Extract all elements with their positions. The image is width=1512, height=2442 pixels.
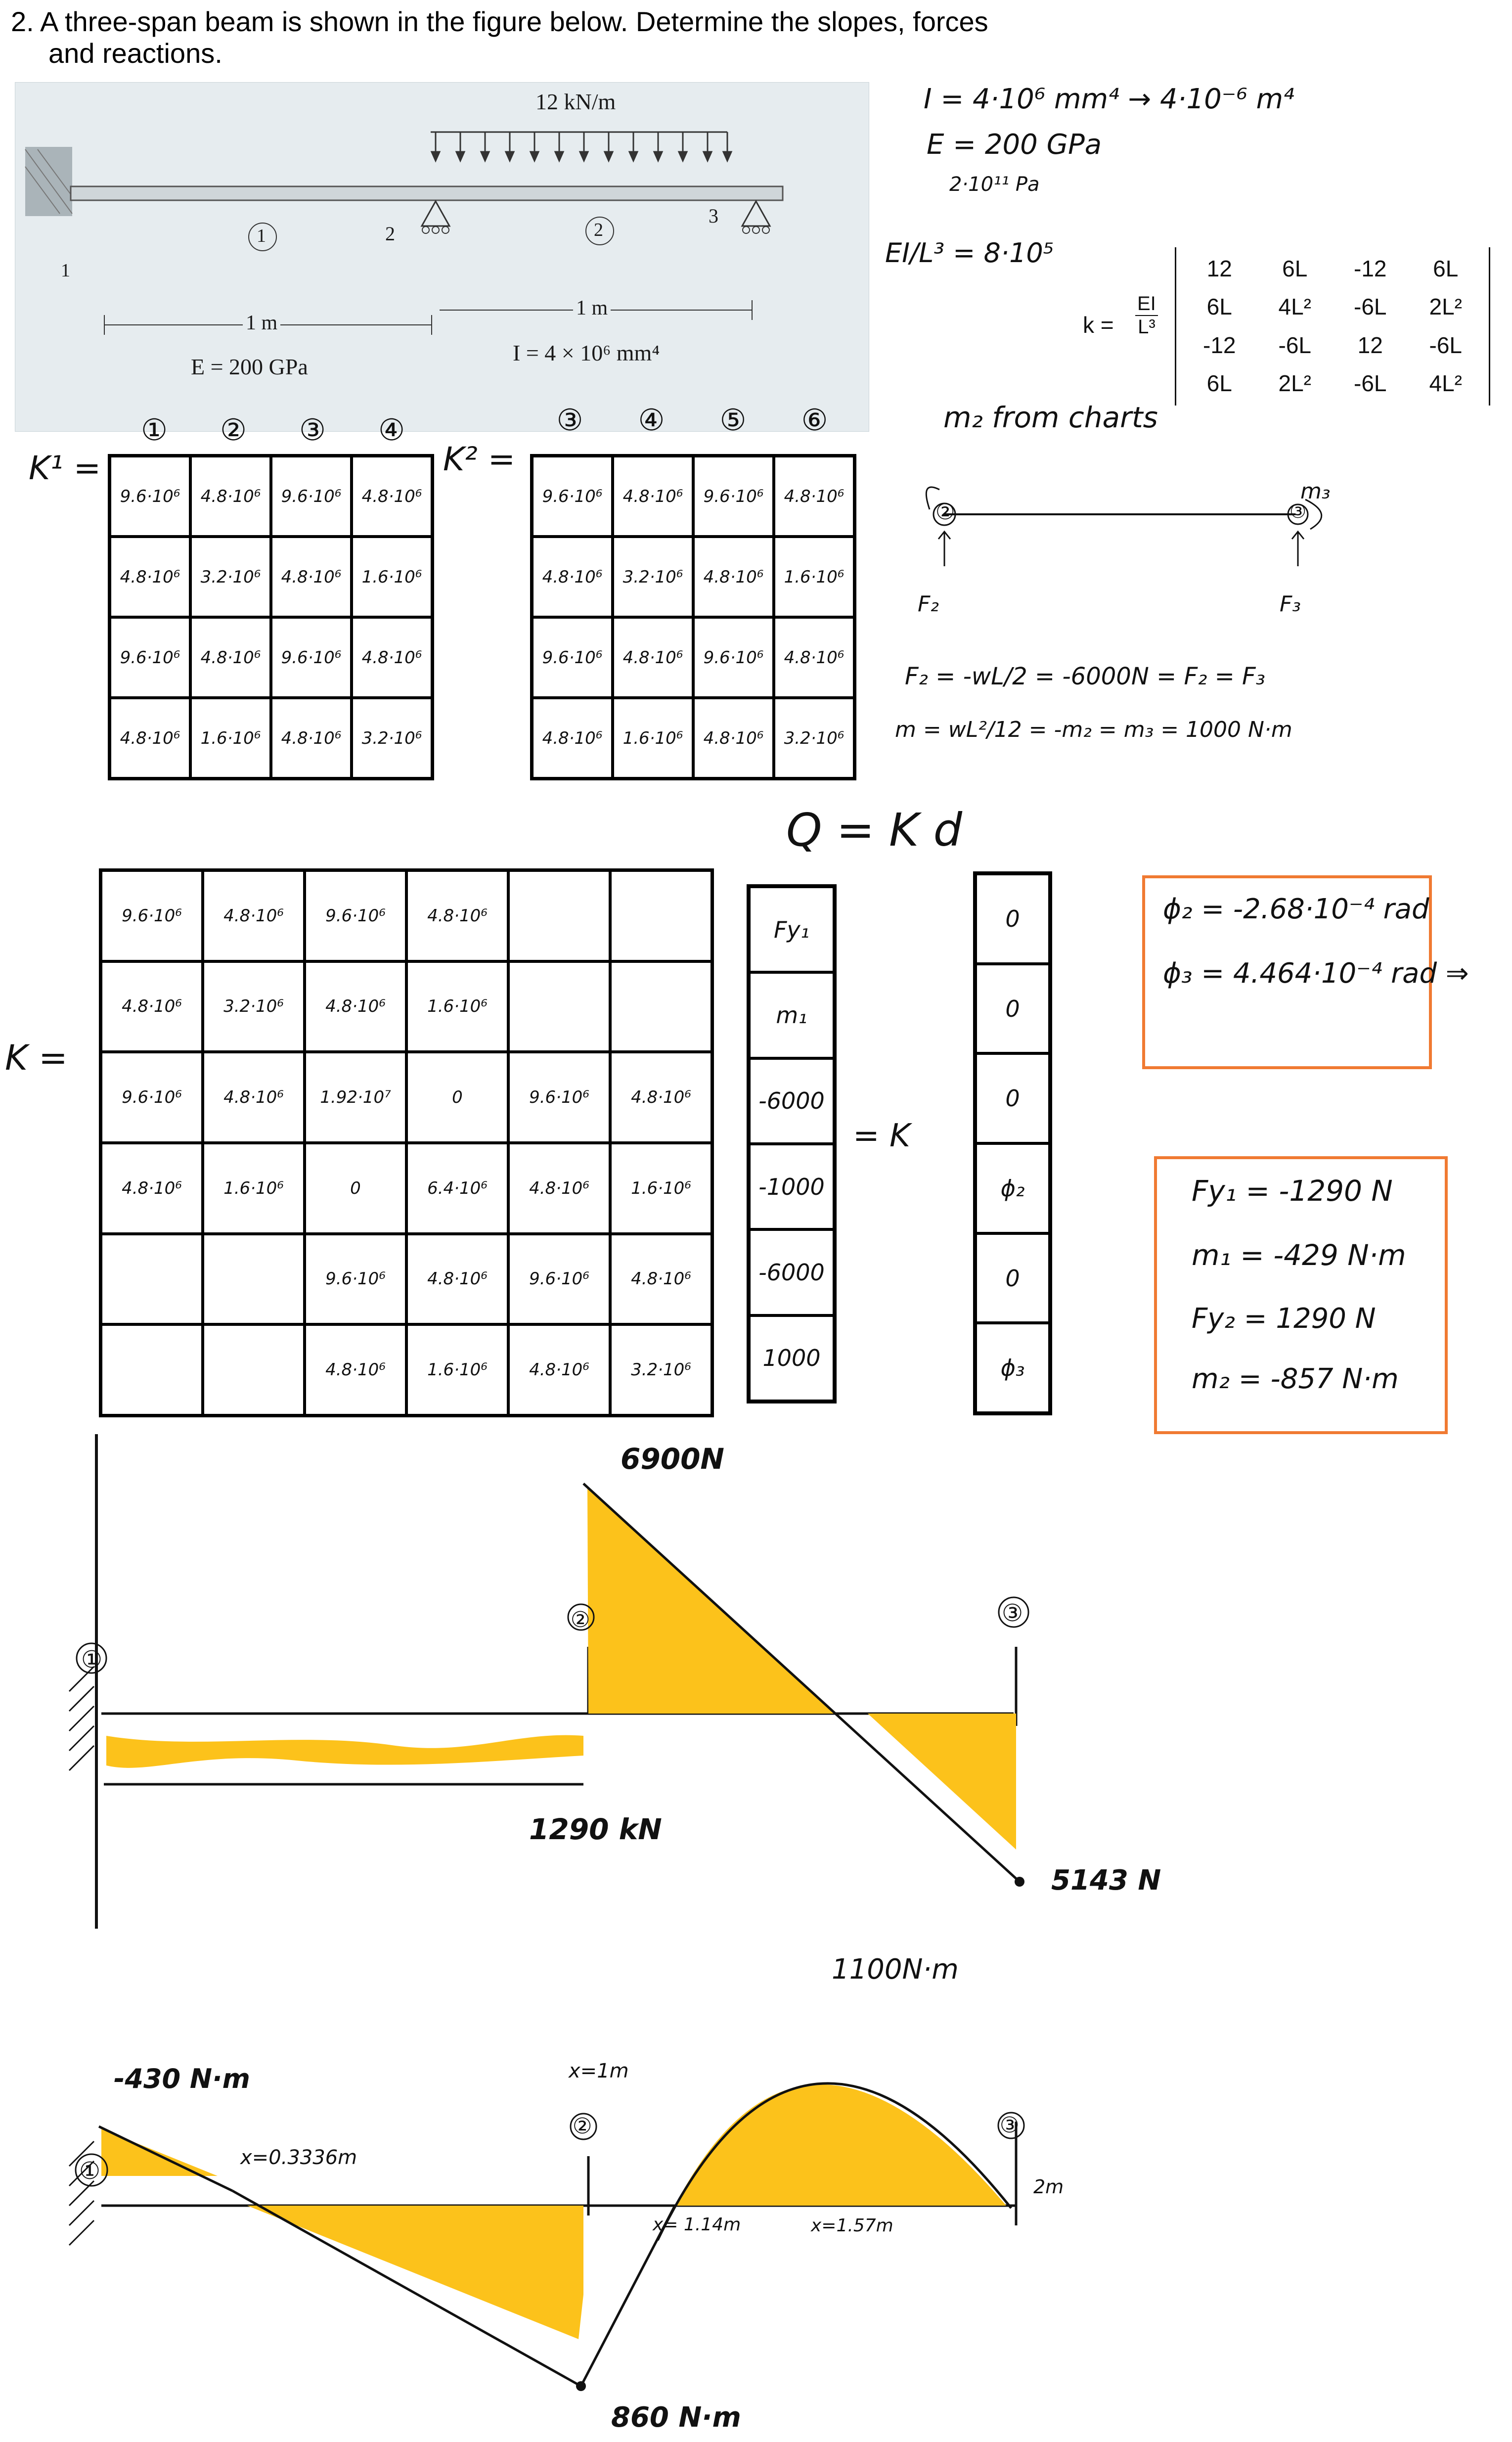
question-line-2: and reactions. [48, 38, 222, 69]
k1-header: ④ [378, 413, 405, 448]
q-vector [747, 884, 837, 1403]
k-template-cell: 12 [1206, 255, 1232, 281]
global-k-cell [508, 961, 610, 1052]
d-vector-cell: ϕ₃ [976, 1323, 1050, 1413]
d-vector [973, 871, 1052, 1415]
roller-support-2 [422, 201, 449, 226]
q-vector-cell: 1000 [749, 1315, 834, 1401]
load-node-2: ② [935, 499, 955, 525]
global-k-cell: 3.2·10⁶ [610, 1324, 712, 1415]
ei-over-l3-note: EI/L³ = 8·10⁵ [885, 237, 1054, 269]
k1-cell: 4.8·10⁶ [271, 698, 352, 778]
k-factor-den: L³ [1138, 316, 1156, 338]
k-label: k = [1083, 312, 1114, 338]
k2-cell: 4.8·10⁶ [693, 537, 774, 617]
load-node-3: ③ [1290, 500, 1307, 522]
shear-node-2: ② [571, 1607, 590, 1632]
k-factor-num: EI [1135, 293, 1158, 316]
global-k-cell: 4.8·10⁶ [101, 961, 203, 1052]
k2-cell: 9.6·10⁶ [532, 456, 613, 537]
global-k-cell: 9.6·10⁶ [101, 870, 203, 961]
global-k-cell: 4.8·10⁶ [406, 870, 508, 961]
q-vector-cell: -6000 [749, 1058, 834, 1144]
shear-top-value: 6900N [621, 1442, 724, 1476]
k2-matrix [530, 454, 856, 780]
slope-results-box [1142, 875, 1469, 1069]
global-k-cell: 4.8·10⁶ [203, 870, 305, 961]
k-template-cell: 2L² [1278, 370, 1311, 397]
inertia-label: I = 4 × 10⁶ mm⁴ [513, 340, 660, 365]
moment-end-label: 2m [1033, 2176, 1064, 2198]
k1-label: K¹ = [29, 449, 101, 487]
k-template-cell: -12 [1354, 255, 1387, 281]
global-k-cell: 0 [406, 1052, 508, 1143]
k2-headers [529, 403, 855, 438]
k-template-cell: 4L² [1278, 294, 1311, 320]
shear-node-3: ③ [1002, 1599, 1023, 1627]
k-template-cell: -6L [1429, 332, 1462, 358]
k1-cell: 4.8·10⁶ [110, 537, 190, 617]
k2-cell: 3.2·10⁶ [613, 537, 693, 617]
k1-cell: 1.6·10⁶ [352, 537, 432, 617]
global-k-label: K = [5, 1038, 68, 1078]
shear-region-3 [868, 1714, 1016, 1850]
m1-result: m₁ = -429 N·m [1192, 1238, 1406, 1272]
k-template-cell: 4L² [1429, 370, 1462, 397]
q-vector-cell: m₁ [749, 972, 834, 1058]
k1-header: ③ [299, 413, 326, 448]
shear-end-value: 5143 N [1051, 1864, 1161, 1897]
k1-cell: 9.6·10⁶ [271, 617, 352, 698]
k1-header: ② [220, 413, 247, 448]
k1-cell: 4.8·10⁶ [352, 617, 432, 698]
k2-header: ③ [556, 403, 583, 438]
k-template-cell: 12 [1357, 332, 1383, 358]
load-m3: m₃ [1300, 479, 1331, 504]
d-vector-cell: 0 [976, 964, 1050, 1054]
load-f2: F₂ [918, 591, 939, 617]
k-template-cell: -6L [1278, 332, 1311, 358]
global-k-cell [610, 870, 712, 961]
global-k-cell: 1.92·10⁷ [305, 1052, 406, 1143]
global-k-cell: 4.8·10⁶ [101, 1143, 203, 1234]
moment-region-2 [247, 2206, 583, 2339]
k2-cell: 4.8·10⁶ [532, 537, 613, 617]
k1-cell: 3.2·10⁶ [352, 698, 432, 778]
k2-header: ⑤ [719, 403, 747, 438]
k1-cell: 3.2·10⁶ [190, 537, 271, 617]
k1-header: ① [141, 413, 168, 448]
k1-cell: 1.6·10⁶ [190, 698, 271, 778]
global-k-cell: 9.6·10⁶ [101, 1052, 203, 1143]
k1-cell: 9.6·10⁶ [110, 456, 190, 537]
shear-diagram [0, 1434, 1187, 1929]
k-factor [1135, 293, 1158, 338]
k-template-cell: 6L [1433, 255, 1459, 281]
k1-matrix [108, 454, 434, 780]
beam [71, 186, 783, 200]
shear-node-1: ① [81, 1646, 103, 1673]
global-k-cell: 1.6·10⁶ [406, 1324, 508, 1415]
k1-cell: 4.8·10⁶ [190, 456, 271, 537]
moment-x1: x=0.3336m [240, 2146, 357, 2169]
k2-cell: 3.2·10⁶ [774, 698, 854, 778]
moment-min-value: 860 N·m [611, 2401, 741, 2434]
k-template-cell: -12 [1203, 332, 1236, 358]
global-k-cell: 4.8·10⁶ [610, 1234, 712, 1325]
k1-cell: 4.8·10⁶ [352, 456, 432, 537]
load-f3: F₃ [1280, 591, 1301, 617]
load-force-eq: F₂ = -wL/2 = -6000N = F₂ = F₃ [905, 663, 1265, 690]
k2-cell: 4.8·10⁶ [532, 698, 613, 778]
k2-cell: 1.6·10⁶ [774, 537, 854, 617]
k1-cell: 4.8·10⁶ [190, 617, 271, 698]
node-3-label: 3 [709, 205, 718, 227]
moment-node-3: ③ [1000, 2113, 1020, 2138]
node-1-label: 1 [61, 260, 70, 281]
load-moment-eq: m = wL²/12 = -m₂ = m₃ = 1000 N·m [895, 717, 1292, 742]
reaction-results-box [1154, 1156, 1448, 1434]
global-k-cell: 9.6·10⁶ [305, 1234, 406, 1325]
element-2-label: 2 [594, 220, 603, 240]
question-text [11, 6, 988, 69]
k-template-cell: 2L² [1429, 294, 1462, 320]
global-k-cell [203, 1234, 305, 1325]
m2-result: m₂ = -857 N·m [1192, 1363, 1399, 1395]
d-vector-cell: 0 [976, 874, 1050, 964]
span-1-label: 1 m [243, 311, 280, 335]
global-k-cell [101, 1324, 203, 1415]
global-k-cell [203, 1324, 305, 1415]
moment-node-1: ① [79, 2157, 101, 2185]
beam-figure-photo [15, 82, 869, 432]
moment-x2: x=1m [569, 2060, 629, 2082]
global-k-cell [508, 870, 610, 961]
load-label: 12 kN/m [535, 89, 616, 114]
phi2-result: ϕ₂ = -2.68·10⁻⁴ rad [1163, 893, 1429, 925]
global-k-cell [101, 1234, 203, 1325]
element-1-label: 1 [257, 226, 266, 246]
fy2-result: Fy₂ = 1290 N [1192, 1303, 1376, 1335]
node-2-label: 2 [385, 223, 395, 245]
k-template-grid [1182, 249, 1483, 403]
k2-cell: 4.8·10⁶ [613, 456, 693, 537]
k2-cell: 1.6·10⁶ [613, 698, 693, 778]
stiffness-template [1083, 247, 1498, 410]
beam-figure-drawing [15, 83, 869, 431]
d-vector-cell: 0 [976, 1233, 1050, 1323]
loads-title: m₂ from charts [943, 401, 1158, 434]
fy1-result: Fy₁ = -1290 N [1192, 1174, 1393, 1208]
load-sketch [910, 460, 1414, 618]
question-line-1: 2. A three-span beam is shown in the figure below. Determine the slopes, forces [11, 6, 988, 37]
global-k-cell: 4.8·10⁶ [406, 1234, 508, 1325]
moment-node-2: ② [573, 2114, 592, 2139]
global-k-cell: 1.6·10⁶ [406, 961, 508, 1052]
q-vector-cell: Fy₁ [749, 887, 834, 972]
global-stiffness-matrix [99, 868, 714, 1417]
k2-cell: 4.8·10⁶ [774, 617, 854, 698]
global-k-cell: 4.8·10⁶ [305, 961, 406, 1052]
global-k-cell: 9.6·10⁶ [508, 1052, 610, 1143]
global-k-cell: 4.8·10⁶ [508, 1324, 610, 1415]
moment-left-value: -430 N·m [114, 2063, 250, 2094]
moment-x3: x= 1.14m [653, 2215, 741, 2235]
moment-peak-value: 1100N·m [832, 1953, 959, 1986]
k2-cell: 4.8·10⁶ [774, 456, 854, 537]
k2-cell: 9.6·10⁶ [693, 617, 774, 698]
k2-cell: 9.6·10⁶ [532, 617, 613, 698]
global-k-cell [610, 961, 712, 1052]
moment-region-3 [675, 2084, 1006, 2206]
equals-k-sign: = K [853, 1118, 910, 1154]
shear-mid-value: 1290 kN [529, 1812, 662, 1846]
q-vector-cell: -6000 [749, 1229, 834, 1315]
k-template-cell: -6L [1354, 370, 1387, 397]
k-template-cell: -6L [1354, 294, 1387, 320]
k1-cell: 9.6·10⁶ [271, 456, 352, 537]
shear-region-1 [106, 1735, 583, 1768]
inertia-note: I = 4·10⁶ mm⁴ → 4·10⁻⁶ m⁴ [924, 83, 1294, 115]
global-k-cell: 9.6·10⁶ [305, 870, 406, 961]
k1-cell: 9.6·10⁶ [110, 617, 190, 698]
d-vector-cell: 0 [976, 1053, 1050, 1143]
k2-header: ④ [638, 403, 665, 438]
k1-cell: 4.8·10⁶ [110, 698, 190, 778]
roller-support-3 [742, 201, 770, 226]
q-equals-kd: Q = K d [786, 804, 962, 857]
global-k-cell: 4.8·10⁶ [508, 1143, 610, 1234]
phi3-result: ϕ₃ = 4.464·10⁻⁴ rad ⇒ [1163, 957, 1469, 990]
span-2-label: 1 m [573, 296, 611, 320]
k2-header: ⑥ [801, 403, 828, 438]
modulus-label: E = 200 GPa [191, 354, 308, 379]
global-k-cell: 4.8·10⁶ [610, 1052, 712, 1143]
global-k-cell: 1.6·10⁶ [203, 1143, 305, 1234]
k-template-cell: 6L [1282, 255, 1308, 281]
k2-cell: 4.8·10⁶ [613, 617, 693, 698]
k-template-cell: 6L [1206, 294, 1232, 320]
k2-label: K² = [443, 440, 516, 478]
global-k-cell: 0 [305, 1143, 406, 1234]
modulus-pa-note: 2·10¹¹ Pa [949, 173, 1040, 196]
moment-x4: x=1.57m [811, 2216, 893, 2236]
modulus-note: E = 200 GPa [927, 129, 1102, 161]
k1-headers [115, 413, 431, 448]
k-template-cell: 6L [1206, 370, 1232, 397]
global-k-cell: 6.4·10⁶ [406, 1143, 508, 1234]
k2-cell: 9.6·10⁶ [693, 456, 774, 537]
global-k-cell: 9.6·10⁶ [508, 1234, 610, 1325]
global-k-cell: 4.8·10⁶ [305, 1324, 406, 1415]
global-k-cell: 4.8·10⁶ [203, 1052, 305, 1143]
k1-cell: 4.8·10⁶ [271, 537, 352, 617]
global-k-cell: 3.2·10⁶ [203, 961, 305, 1052]
q-vector-cell: -1000 [749, 1144, 834, 1229]
global-k-cell: 1.6·10⁶ [610, 1143, 712, 1234]
d-vector-cell: ϕ₂ [976, 1143, 1050, 1233]
k2-cell: 4.8·10⁶ [693, 698, 774, 778]
